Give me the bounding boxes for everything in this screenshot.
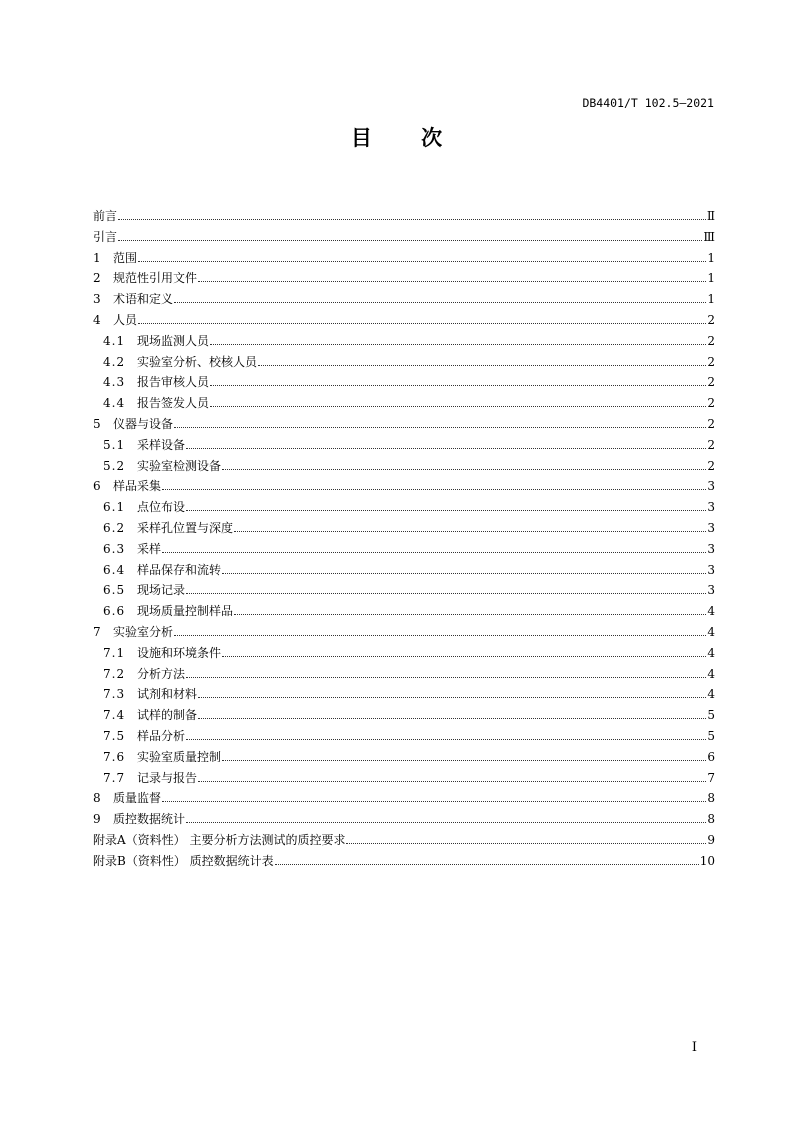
- toc-entry[interactable]: [93, 310, 715, 331]
- toc-entry-label: 附录A（资料性） 主要分析方法测试的质控要求: [93, 832, 346, 847]
- toc-entry[interactable]: [93, 788, 715, 809]
- toc-entry-number: 7: [93, 624, 101, 639]
- toc-entry-page: 1: [707, 271, 715, 286]
- toc-entry-label: 分析方法: [137, 666, 186, 681]
- toc-entry-label: 采样设备: [137, 437, 186, 452]
- toc-dot-leader: [222, 469, 706, 470]
- toc-entry-page: 8: [707, 812, 715, 827]
- toc-dot-leader: [198, 718, 706, 719]
- toc-dot-leader: [210, 406, 706, 407]
- toc-entry-page: 4: [707, 624, 715, 639]
- toc-entry-label: 试剂和材料: [137, 687, 198, 702]
- toc-entry[interactable]: [93, 456, 715, 477]
- toc-entry-label: 前言: [93, 209, 118, 223]
- toc-entry-page: 3: [707, 500, 715, 515]
- toc-entry[interactable]: [93, 622, 715, 643]
- toc-entry[interactable]: [93, 684, 715, 705]
- toc-entry-page: 2: [707, 458, 715, 473]
- toc-entry[interactable]: [93, 851, 715, 872]
- toc-entry-number: 5.1: [103, 437, 126, 452]
- toc-entry-number: 4.1: [103, 333, 126, 348]
- toc-entry-number: 8: [93, 791, 101, 806]
- toc-entry-number: 7.5: [103, 728, 126, 743]
- toc-dot-leader: [174, 635, 706, 636]
- toc-entry-label: 术语和定义: [113, 292, 174, 307]
- toc-entry-page: 2: [707, 354, 715, 369]
- toc-entry-label: 现场质量控制样品: [137, 604, 234, 619]
- toc-entry-page: 1: [707, 292, 715, 307]
- toc-dot-leader: [138, 323, 706, 324]
- toc-dot-leader: [186, 739, 706, 740]
- toc-dot-leader: [234, 614, 706, 615]
- toc-entry[interactable]: [93, 518, 715, 539]
- toc-entry-label: 实验室质量控制: [137, 749, 222, 764]
- toc-entry[interactable]: [93, 601, 715, 622]
- toc-entry-label: 样品保存和流转: [137, 562, 222, 577]
- toc-dot-leader: [186, 822, 706, 823]
- toc-dot-leader: [275, 864, 699, 865]
- toc-entry-page: 4: [707, 666, 715, 681]
- toc-entry-number: 4.4: [103, 396, 126, 411]
- toc-entry-label: 人员: [113, 312, 138, 327]
- page-title: [0, 122, 793, 152]
- toc-entry-number: 6.5: [103, 583, 126, 598]
- toc-entry-page: 4: [707, 645, 715, 660]
- page-number: I: [691, 1040, 697, 1055]
- toc-dot-leader: [258, 365, 706, 366]
- toc-dot-leader: [186, 593, 706, 594]
- toc-dot-leader: [198, 281, 706, 282]
- toc-dot-leader: [198, 697, 706, 698]
- toc-entry-label: 范围: [113, 250, 138, 265]
- page-title-char-1: 目: [350, 126, 372, 150]
- toc-entry[interactable]: [93, 331, 715, 352]
- toc-entry-label: 报告审核人员: [137, 375, 210, 390]
- toc-dot-leader: [118, 219, 706, 220]
- table-of-contents: [93, 206, 715, 872]
- toc-entry-label: 实验室分析: [113, 624, 174, 639]
- toc-entry[interactable]: [93, 372, 715, 393]
- toc-entry-page: Ⅲ: [703, 229, 715, 244]
- toc-dot-leader: [210, 385, 706, 386]
- toc-dot-leader: [346, 843, 706, 844]
- toc-entry-label: 附录B（资料性） 质控数据统计表: [93, 853, 274, 868]
- toc-entry-page: 7: [707, 770, 715, 785]
- toc-entry-label: 现场记录: [137, 583, 186, 598]
- toc-entry-label: 采样: [137, 541, 162, 556]
- toc-entry-label: 引言: [93, 229, 118, 244]
- toc-dot-leader: [186, 677, 706, 678]
- toc-dot-leader: [162, 801, 706, 802]
- toc-entry-number: 7.4: [103, 708, 126, 723]
- toc-dot-leader: [222, 760, 706, 761]
- toc-dot-leader: [162, 489, 706, 490]
- toc-entry-number: 6.6: [103, 604, 126, 619]
- toc-entry-page: 2: [707, 437, 715, 452]
- toc-entry[interactable]: [93, 809, 715, 830]
- toc-entry[interactable]: [93, 206, 715, 227]
- toc-entry[interactable]: [93, 705, 715, 726]
- toc-dot-leader: [234, 531, 706, 532]
- toc-entry-page: 3: [707, 541, 715, 556]
- toc-entry-page: 9: [707, 832, 715, 847]
- toc-entry-page: 5: [707, 728, 715, 743]
- toc-entry[interactable]: [93, 726, 715, 747]
- toc-dot-leader: [198, 781, 706, 782]
- toc-entry-number: 4.3: [103, 375, 126, 390]
- toc-entry-number: 4: [93, 312, 101, 327]
- toc-dot-leader: [118, 240, 702, 241]
- toc-entry-number: 7.7: [103, 770, 126, 785]
- toc-entry-number: 7.6: [103, 749, 126, 764]
- standard-code: DB4401/T 102.5—2021: [582, 96, 714, 110]
- toc-entry[interactable]: [93, 435, 715, 456]
- toc-entry-page: 8: [707, 791, 715, 806]
- toc-entry[interactable]: [93, 414, 715, 435]
- toc-entry-label: 质量监督: [113, 791, 162, 806]
- toc-entry[interactable]: [93, 768, 715, 789]
- toc-entry-label: 记录与报告: [137, 770, 198, 785]
- toc-dot-leader: [222, 656, 706, 657]
- toc-entry[interactable]: [93, 830, 715, 851]
- toc-entry-label: 采样孔位置与深度: [137, 520, 234, 535]
- toc-entry[interactable]: [93, 497, 715, 518]
- toc-entry-label: 实验室分析、校核人员: [137, 354, 258, 369]
- toc-entry-number: 4.2: [103, 354, 126, 369]
- toc-entry-label: 点位布设: [137, 500, 186, 515]
- toc-entry-number: 9: [93, 812, 101, 827]
- toc-entry[interactable]: [93, 227, 715, 248]
- toc-entry-page: 4: [707, 604, 715, 619]
- toc-entry-number: 6.1: [103, 500, 126, 515]
- toc-entry-number: 6.2: [103, 520, 126, 535]
- toc-entry-number: 7.2: [103, 666, 126, 681]
- toc-entry-label: 样品分析: [137, 728, 186, 743]
- toc-entry-number: 6.3: [103, 541, 126, 556]
- toc-entry[interactable]: [93, 580, 715, 601]
- toc-entry-label: 实验室检测设备: [137, 458, 222, 473]
- toc-entry-number: 3: [93, 292, 101, 307]
- toc-entry-label: 现场监测人员: [137, 333, 210, 348]
- toc-entry-page: 6: [707, 749, 715, 764]
- toc-entry-number: 6: [93, 479, 101, 494]
- toc-entry-label: 试样的制备: [137, 708, 198, 723]
- toc-entry[interactable]: [93, 268, 715, 289]
- toc-entry-page: 2: [707, 396, 715, 411]
- toc-entry[interactable]: [93, 248, 715, 269]
- toc-entry[interactable]: [93, 560, 715, 581]
- toc-dot-leader: [174, 427, 706, 428]
- toc-entry-number: 5.2: [103, 458, 126, 473]
- toc-entry-label: 样品采集: [113, 479, 162, 494]
- toc-dot-leader: [186, 510, 706, 511]
- toc-entry-number: 7.1: [103, 645, 126, 660]
- toc-dot-leader: [222, 573, 706, 574]
- toc-entry[interactable]: [93, 664, 715, 685]
- toc-entry-number: 7.3: [103, 687, 126, 702]
- toc-entry-number: 2: [93, 271, 101, 286]
- toc-entry[interactable]: [93, 539, 715, 560]
- toc-entry-page: 2: [707, 375, 715, 390]
- toc-entry-page: 3: [707, 479, 715, 494]
- toc-entry-page: 1: [707, 250, 715, 265]
- toc-entry-label: 质控数据统计: [113, 812, 186, 827]
- toc-entry-page: 5: [707, 708, 715, 723]
- page-title-char-2: 次: [421, 126, 443, 150]
- toc-entry-number: 6.4: [103, 562, 126, 577]
- toc-entry-page: 3: [707, 562, 715, 577]
- toc-dot-leader: [138, 261, 706, 262]
- toc-entry[interactable]: [93, 747, 715, 768]
- toc-entry-number: 1: [93, 250, 101, 265]
- toc-entry-page: 2: [707, 333, 715, 348]
- toc-entry-page: 3: [707, 520, 715, 535]
- toc-entry[interactable]: [93, 476, 715, 497]
- toc-dot-leader: [162, 552, 706, 553]
- toc-entry-label: 设施和环境条件: [137, 645, 222, 660]
- toc-entry-number: 5: [93, 416, 101, 431]
- toc-entry-page: 10: [699, 853, 715, 868]
- toc-entry-page: 2: [707, 416, 715, 431]
- toc-dot-leader: [186, 448, 706, 449]
- toc-entry[interactable]: [93, 643, 715, 664]
- toc-entry-page: Ⅱ: [706, 209, 715, 223]
- toc-dot-leader: [174, 302, 706, 303]
- toc-dot-leader: [210, 344, 706, 345]
- toc-entry-label: 仪器与设备: [113, 416, 174, 431]
- toc-entry-page: 4: [707, 687, 715, 702]
- toc-entry-page: 2: [707, 312, 715, 327]
- toc-entry[interactable]: [93, 393, 715, 414]
- toc-entry-label: 报告签发人员: [137, 396, 210, 411]
- toc-entry[interactable]: [93, 289, 715, 310]
- toc-entry-page: 3: [707, 583, 715, 598]
- toc-entry-label: 规范性引用文件: [113, 271, 198, 286]
- toc-entry[interactable]: [93, 352, 715, 373]
